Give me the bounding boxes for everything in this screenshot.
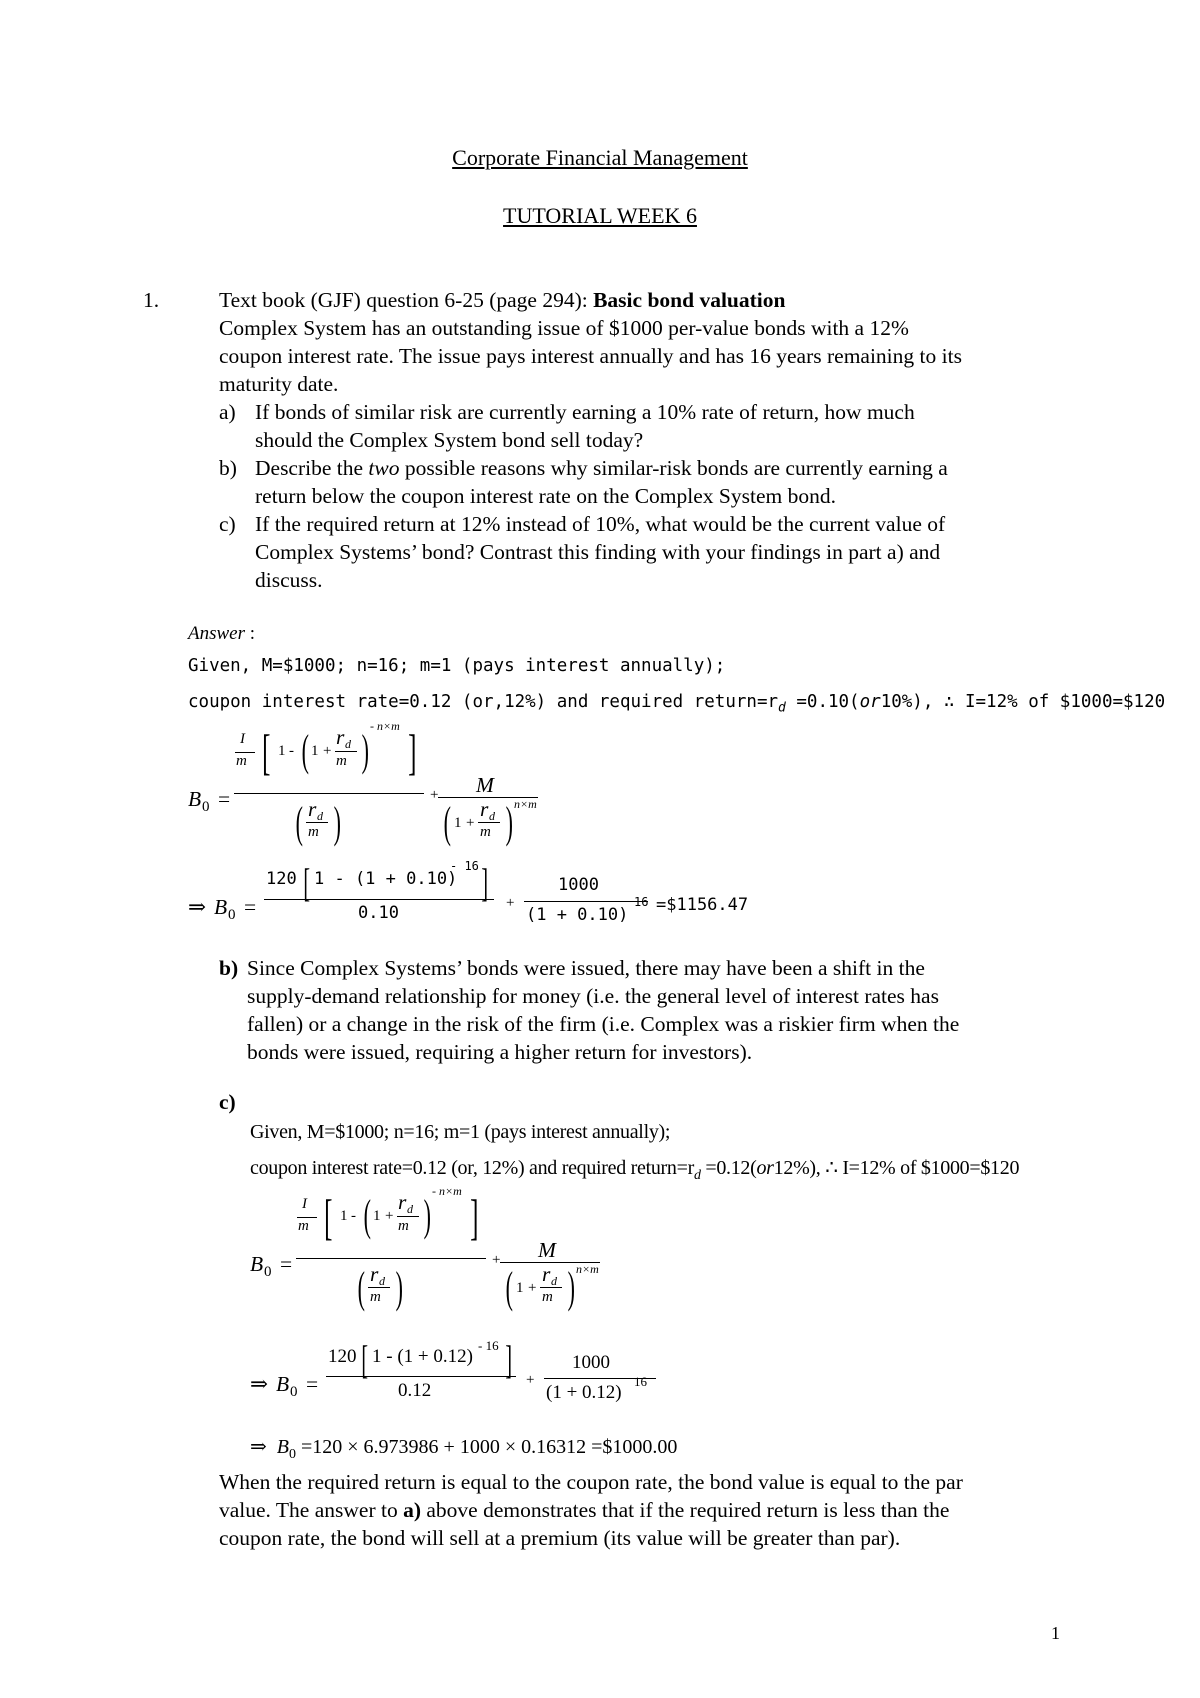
part-c-label: c): [219, 512, 236, 536]
answer-colon: :: [245, 623, 256, 644]
coupon-a-pct: 10%), ∴ I=12% of $1000=$120: [880, 692, 1166, 712]
numerator-inner: 1 - (1 + 0.12): [372, 1346, 473, 1367]
part-c-line: discuss.: [255, 568, 323, 592]
one: 1: [373, 1208, 381, 1224]
one: 1: [340, 1208, 348, 1224]
exponent: n×m: [514, 797, 537, 811]
exponent: 16: [634, 1374, 647, 1389]
conclusion-text: value. The answer to: [219, 1498, 404, 1522]
equals-sign: =: [218, 787, 231, 811]
question-intro: [219, 286, 785, 314]
r-symbol: r: [370, 1262, 379, 1286]
d-subscript: d: [551, 1274, 557, 1288]
answer-c-label: c): [219, 1090, 236, 1114]
coupon-a-text: coupon interest rate=0.12 (or,12%) and required return=r: [188, 692, 779, 712]
equals-sign: =: [244, 895, 257, 919]
denominator-par: (1 + 0.12): [546, 1382, 622, 1403]
conclusion-line: coupon rate, the bond will sell at a premium (its value will be greater than par).: [219, 1526, 901, 1550]
exponent: - n×m: [370, 719, 400, 733]
d-subscript: d: [407, 1202, 413, 1216]
implies-arrow: ⇒: [250, 1436, 267, 1458]
part-c-line: Complex Systems’ bond? Contrast this finding with your findings in part a) and: [255, 540, 941, 564]
conclusion-bold: a): [403, 1498, 422, 1522]
answer-b-line: bonds were issued, requiring a higher return for investors).: [247, 1040, 753, 1064]
i-symbol: I: [302, 1196, 307, 1212]
part-b-text: Describe the: [255, 456, 369, 480]
page-number: 1: [1051, 1623, 1060, 1643]
numerator-par: 1000: [558, 875, 599, 895]
question-body-line: Complex System has an outstanding issue of $1000 per-value bonds with a 12%: [219, 316, 909, 340]
coupon-a: [188, 688, 1165, 723]
conclusion-line: When the required return is equal to the coupon rate, the bond value is equal to the par: [219, 1470, 963, 1494]
i-symbol: I: [240, 731, 245, 747]
part-a-line: If bonds of similar risk are currently earning a 10% rate of return, how much: [255, 400, 915, 424]
one: 1: [311, 743, 319, 759]
question-topic: Basic bond valuation: [593, 288, 786, 312]
m-symbol: m: [308, 824, 319, 840]
exponent: - 16: [478, 1338, 499, 1353]
question-body-line: coupon interest rate. The issue pays interest annually and has 16 years remaining to its: [219, 344, 962, 368]
coupon-c-text: coupon interest rate=0.12 (or, 12%) and required return=r: [250, 1157, 694, 1179]
denominator: 0.10: [358, 903, 399, 923]
one: 1: [454, 815, 462, 831]
plus: +: [430, 787, 439, 803]
denominator: 0.12: [398, 1380, 432, 1401]
question-number: 1.: [143, 288, 160, 312]
d-subscript: d: [345, 737, 351, 751]
equals-sign: =: [280, 1252, 293, 1276]
r-symbol: r: [308, 797, 317, 821]
part-a-label: a): [219, 400, 236, 424]
b-symbol: B: [276, 1436, 289, 1458]
answer-b-line: fallen) or a change in the risk of the firm (i.e. Complex was a riskier firm when the: [247, 1012, 960, 1036]
r-symbol: r: [398, 1190, 407, 1214]
part-b-text: possible reasons why similar-risk bonds are currently earning a: [399, 456, 948, 480]
numerator-inner: 1 - (1 + 0.10): [314, 869, 458, 889]
part-b-emphasis: two: [368, 456, 400, 480]
m-symbol: m: [298, 1218, 309, 1234]
conclusion-text: above demonstrates that if the required return is less than the: [421, 1498, 950, 1522]
plus: +: [385, 1208, 394, 1224]
b-subscript: 0: [202, 799, 210, 815]
coupon-c: [250, 1154, 1019, 1190]
m-symbol: m: [236, 753, 247, 769]
plus: +: [506, 895, 515, 911]
coupon-a-or: or: [859, 692, 881, 712]
given-a: Given, M=$1000; n=16; m=1 (pays interest annually);: [188, 656, 726, 676]
b-symbol: B: [276, 1372, 290, 1396]
m-symbol: m: [398, 1218, 409, 1234]
one: 1: [278, 743, 286, 759]
b-symbol: B: [250, 1252, 264, 1276]
m-symbol: m: [542, 1289, 553, 1305]
m-symbol: m: [370, 1289, 381, 1305]
answer-b-label: b): [219, 956, 239, 980]
final-calc-c: [250, 1433, 677, 1469]
answer-label-text: Answer: [188, 623, 245, 644]
b-symbol: B: [188, 787, 202, 811]
plus: +: [492, 1252, 501, 1268]
m-symbol: m: [336, 753, 347, 769]
equals-sign: =: [306, 1372, 319, 1396]
part-c-line: If the required return at 12% instead of 10%, what would be the current value of: [255, 512, 946, 536]
m-big-symbol: M: [476, 773, 494, 797]
exponent: - n×m: [432, 1184, 462, 1198]
part-b-line: [255, 454, 948, 482]
bond-formula-c: B 0 = I m [ 1 - ( 1 + r d m ) - n×m ] ( r d m ) + M ( 1 + r d m ) n×m: [250, 1184, 599, 1312]
plus: +: [526, 1372, 535, 1388]
exponent: - 16: [450, 859, 479, 873]
document-subtitle: TUTORIAL WEEK 6: [503, 203, 697, 228]
implies-arrow: ⇒: [250, 1372, 269, 1396]
b-subscript: 0: [290, 1384, 298, 1400]
plus: +: [466, 815, 475, 831]
answer-b-line: supply-demand relationship for money (i.e. the general level of interest rates has: [247, 984, 939, 1008]
given-c: Given, M=$1000; n=16; m=1 (pays interest annually);: [250, 1121, 671, 1143]
coupon-c-pct: 12%), ∴ I=12% of $1000=$120: [773, 1157, 1020, 1179]
denominator-par: (1 + 0.10): [526, 905, 629, 925]
r-symbol: r: [336, 725, 345, 749]
plus: +: [323, 743, 332, 759]
numerator-par: 1000: [572, 1352, 610, 1373]
exponent: n×m: [576, 1262, 599, 1276]
m-big-symbol: M: [538, 1238, 556, 1262]
b-subscript: 0: [264, 1264, 272, 1280]
bond-formula-a: B 0 = I m [ 1 - ( 1 + r d m ) - n×m ] ( r d m ) + M ( 1 + r d m ) n×m: [188, 719, 537, 847]
question-intro-text: Text book (GJF) question 6-25 (page 294):: [219, 288, 594, 312]
part-a-line: should the Complex System bond sell today?: [255, 428, 644, 452]
d-subscript: d: [317, 809, 323, 823]
r-symbol: r: [542, 1262, 551, 1286]
implies-arrow: ⇒: [188, 895, 207, 919]
bond-calc-c: ⇒ B 0 = 120 [ 1 - (1 + 0.12) - 16 ] 0.12 + 1000 (1 + 0.12) 16: [250, 1342, 670, 1422]
question-body-line: maturity date.: [219, 372, 339, 396]
numerator-coef: 120: [266, 869, 297, 889]
part-b-line: return below the coupon interest rate on the Complex System bond.: [255, 484, 836, 508]
answer-label: [188, 620, 255, 648]
answer-b-line: Since Complex Systems’ bonds were issued, there may have been a shift in the: [247, 956, 925, 980]
part-b-label: b): [219, 456, 237, 480]
conclusion-line: [219, 1496, 949, 1524]
d-subscript: d: [379, 1274, 385, 1288]
document-title: Corporate Financial Management: [452, 145, 748, 170]
exponent: 16: [634, 895, 649, 909]
b-subscript: 0: [228, 907, 236, 923]
r-symbol: r: [480, 797, 489, 821]
subscript-d: d: [778, 700, 786, 716]
final-calc-text: =120 × 6.973986 + 1000 × 0.16312 =$1000.00: [300, 1436, 678, 1458]
d-subscript: d: [489, 809, 495, 823]
b-subscript: 0: [288, 1447, 296, 1462]
m-symbol: m: [480, 824, 491, 840]
minus: -: [351, 1208, 356, 1224]
coupon-c-tail: =0.12(: [700, 1157, 757, 1179]
minus: -: [289, 743, 294, 759]
one: 1: [516, 1280, 524, 1296]
b-symbol: B: [214, 895, 228, 919]
bond-calc-a: ⇒ B 0 = 120 [ 1 - (1 + 0.10) - 16 ] 0.10 + 1000 (1 + 0.10) 16 =$1156.47: [188, 859, 749, 925]
coupon-a-tail: =0.10(: [785, 692, 860, 712]
coupon-c-or: or: [756, 1157, 774, 1179]
numerator-coef: 120: [328, 1346, 357, 1367]
result-a: =$1156.47: [656, 895, 749, 915]
plus: +: [528, 1280, 537, 1296]
subscript-d: d: [693, 1168, 701, 1183]
